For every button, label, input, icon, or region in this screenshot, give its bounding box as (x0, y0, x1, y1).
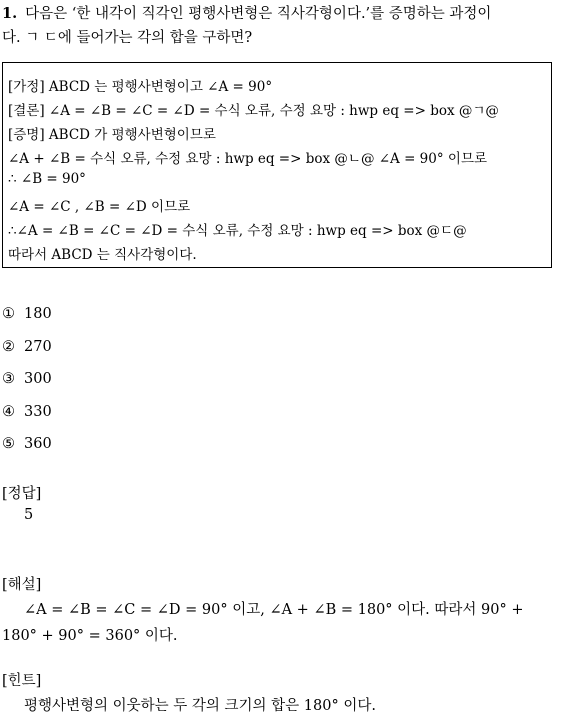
option-3-value: 300 (24, 371, 52, 387)
explanation-line-2: 180° + 90° = 360° 이다. (2, 628, 178, 644)
explanation-label: [해설] (2, 577, 42, 593)
proof-line-all-angles: ∴∠A = ∠B = ∠C = ∠D = 수식 오류, 수정 요망 : hwp eq => box @ㄷ@ (8, 223, 467, 239)
proof-line-angle-sum: ∠A + ∠B = 수식 오류, 수정 요망 : hwp eq => box @ㄴ@ ∠A = 90° 이므로 (8, 151, 488, 167)
option-2-value: 270 (24, 339, 52, 355)
proof-line-angle-b: ∴ ∠B = 90° (8, 171, 86, 187)
question-text-1: 다음은 ‘한 내각이 직각인 평행사변형은 직사각형이다.’를 증명하는 과정이 (25, 6, 492, 22)
option-4[interactable] (2, 404, 52, 420)
option-3-mark: ③ (2, 371, 15, 387)
hint-text: 평행사변형의 이웃하는 두 각의 크기의 합은 180° 이다. (24, 698, 376, 714)
proof-line-proof-start: [증명] ABCD 가 평행사변형이므로 (8, 127, 216, 143)
option-2-mark: ② (2, 339, 15, 355)
option-5-value: 360 (24, 436, 52, 452)
explanation-line-1: ∠A = ∠B = ∠C = ∠D = 90° 이고, ∠A + ∠B = 180° 이다. 따라서 90° + (24, 602, 524, 618)
option-4-mark: ④ (2, 404, 15, 420)
question-text-2: 다. ㄱ ㄷ에 들어가는 각의 합을 구하면? (2, 30, 253, 46)
proof-box (2, 62, 552, 268)
proof-line-therefore: 따라서 ABCD 는 직사각형이다. (8, 247, 197, 263)
option-5[interactable] (2, 436, 52, 452)
option-3[interactable] (2, 371, 52, 387)
option-1-mark: ① (2, 306, 15, 322)
option-5-mark: ⑤ (2, 436, 15, 452)
proof-line-hypothesis: [가정] ABCD 는 평행사변형이고 ∠A = 90° (8, 79, 273, 95)
answer-value: 5 (24, 507, 34, 523)
question-line-1 (2, 2, 491, 23)
proof-line-opposite-angles: ∠A = ∠C , ∠B = ∠D 이므로 (8, 199, 191, 215)
option-2[interactable] (2, 339, 52, 355)
question-number: 1. (2, 5, 18, 22)
option-1-value: 180 (24, 306, 52, 322)
proof-line-conclusion: [결론] ∠A = ∠B = ∠C = ∠D = 수식 오류, 수정 요망 : hwp eq => box @ㄱ@ (8, 103, 499, 119)
option-1[interactable] (2, 306, 52, 322)
hint-label: [힌트] (2, 673, 42, 689)
answer-label: [정답] (2, 486, 42, 502)
option-4-value: 330 (24, 404, 52, 420)
